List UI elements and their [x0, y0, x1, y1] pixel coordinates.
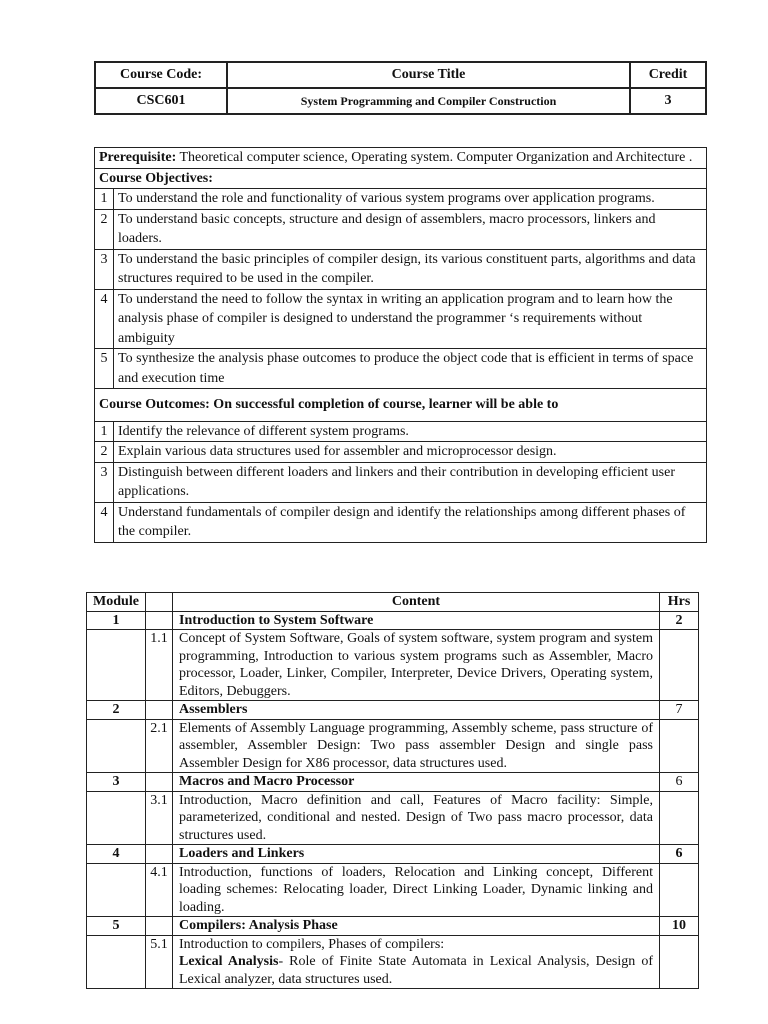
- submodule-row: [87, 863, 699, 917]
- outcome-text: Identify the relevance of different system programs.: [114, 421, 707, 442]
- objective-number: 4: [95, 289, 114, 349]
- module-hours: 6: [660, 845, 699, 864]
- outcome-text: Explain various data structures used for assembler and microprocessor design.: [114, 442, 707, 463]
- prerequisite-text: Theoretical computer science, Operating system. Computer Organization and Architecture .: [176, 150, 693, 165]
- submodule-row: [87, 791, 699, 845]
- credit-value: 3: [630, 88, 706, 114]
- course-header-table: [94, 61, 707, 115]
- hrs-column-heading: Hrs: [660, 593, 699, 612]
- course-title-value: System Programming and Compiler Construction: [227, 88, 630, 114]
- module-row: [87, 845, 699, 864]
- lexical-analysis-label: Lexical Analysis: [179, 954, 279, 969]
- submodule-description: [173, 935, 660, 989]
- module-number: 5: [87, 917, 146, 936]
- objective-number: 5: [95, 349, 114, 389]
- objective-text: To understand the basic principles of compiler design, its various constituent parts, algorithms and data structures required to be used in the compiler.: [114, 249, 707, 289]
- outcome-row: [95, 502, 707, 542]
- submodule-description: Introduction, functions of loaders, Relocation and Linking concept, Different loading schemes: Relocating loader, Direct Linking Loader, Dynamic linking and loading.: [173, 863, 660, 917]
- module-row: [87, 917, 699, 936]
- objectives-outcomes-table: [94, 147, 707, 543]
- module-number: 1: [87, 611, 146, 630]
- module-column-heading: Module: [87, 593, 146, 612]
- submodule-description: Elements of Assembly Language programming, Assembly scheme, pass structure of assembler, Assembler Design: Two pass assembler Design and single pass Assembler Design for X86 processor, data structures used.: [173, 719, 660, 773]
- objective-text: To understand the role and functionality of various system programs over application programs.: [114, 189, 707, 210]
- objective-number: 3: [95, 249, 114, 289]
- module-hours: 7: [660, 701, 699, 720]
- course-code-heading: Course Code:: [95, 62, 227, 88]
- submodule-number: 5.1: [146, 935, 173, 989]
- submodule-description: Concept of System Software, Goals of system software, system program and system programming, Introduction to various system programs such as Assembler, Macro processor, Loader, Linker, Compiler, Interpreter, Device Drivers, Operating system, Editors, Debuggers.: [173, 630, 660, 701]
- module-topic: Compilers: Analysis Phase: [173, 917, 660, 936]
- submodule-number: 3.1: [146, 791, 173, 845]
- outcome-row: [95, 442, 707, 463]
- module-content-table: [86, 592, 699, 989]
- content-column-heading: Content: [173, 593, 660, 612]
- outcomes-heading: Course Outcomes: On successful completion of course, learner will be able to: [95, 389, 707, 422]
- objective-text: To understand the need to follow the syntax in writing an application program and to learn how the analysis phase of compiler is designed to understand the programmer ‘s requirements without ambiguity: [114, 289, 707, 349]
- module-number: 4: [87, 845, 146, 864]
- objective-row: [95, 249, 707, 289]
- objective-row: [95, 289, 707, 349]
- submodule-description-line1: Introduction to compilers, Phases of compilers:: [179, 936, 445, 952]
- objective-row: [95, 189, 707, 210]
- prerequisite-label: Prerequisite:: [99, 150, 177, 165]
- objective-text: To understand basic concepts, structure and design of assemblers, macro processors, linkers and loaders.: [114, 209, 707, 249]
- submodule-row: [87, 719, 699, 773]
- module-topic: Loaders and Linkers: [173, 845, 660, 864]
- submodule-description: Introduction, Macro definition and call, Features of Macro facility: Simple, parameterized, conditional and nested. Design of Two pass macro processor, data structures used.: [173, 791, 660, 845]
- objective-number: 2: [95, 209, 114, 249]
- module-row: [87, 611, 699, 630]
- outcome-row: [95, 462, 707, 502]
- outcome-text: Understand fundamentals of compiler design and identify the relationships among different phases of the compiler.: [114, 502, 707, 542]
- outcome-row: [95, 421, 707, 442]
- module-hours: 6: [660, 773, 699, 792]
- submodule-row: [87, 935, 699, 989]
- course-title-heading: Course Title: [227, 62, 630, 88]
- objective-number: 1: [95, 189, 114, 210]
- module-topic: Introduction to System Software: [173, 611, 660, 630]
- credit-heading: Credit: [630, 62, 706, 88]
- submodule-description-rest: - Role of Finite State Automata in Lexical Analysis, Design of Lexical analyzer, data structures used.: [179, 954, 653, 987]
- objective-text: To synthesize the analysis phase outcomes to produce the object code that is efficient in terms of space and execution time: [114, 349, 707, 389]
- outcome-number: 4: [95, 502, 114, 542]
- course-code-value: CSC601: [95, 88, 227, 114]
- module-number: 3: [87, 773, 146, 792]
- module-row: [87, 773, 699, 792]
- outcome-number: 2: [95, 442, 114, 463]
- outcome-number: 1: [95, 421, 114, 442]
- module-topic: Macros and Macro Processor: [173, 773, 660, 792]
- submodule-number: 1.1: [146, 630, 173, 701]
- prerequisite-row: [95, 148, 707, 169]
- outcome-text: Distinguish between different loaders and linkers and their contribution in developing efficient user applications.: [114, 462, 707, 502]
- sub-column-heading: [146, 593, 173, 612]
- outcome-number: 3: [95, 462, 114, 502]
- module-hours: 2: [660, 611, 699, 630]
- objective-row: [95, 209, 707, 249]
- submodule-number: 4.1: [146, 863, 173, 917]
- module-topic: Assemblers: [173, 701, 660, 720]
- objectives-heading: Course Objectives:: [95, 168, 707, 189]
- module-row: [87, 701, 699, 720]
- module-hours: 10: [660, 917, 699, 936]
- submodule-number: 2.1: [146, 719, 173, 773]
- submodule-row: [87, 630, 699, 701]
- module-number: 2: [87, 701, 146, 720]
- objective-row: [95, 349, 707, 389]
